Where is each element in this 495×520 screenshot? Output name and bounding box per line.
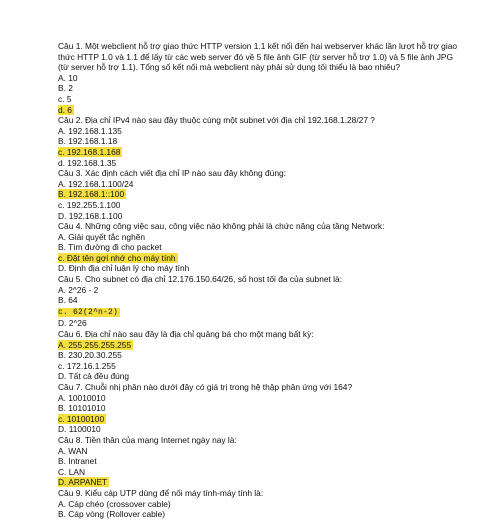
- question-1-text: Câu 1. Một webclient hỗ trợ giao thức HTTP version 1.1 kết nối đến hai webserver khác lần lượt hỗ trợ giao thức HTTP 1.0 và 1.1 để lấy từ các web server đó về 5 file ảnh GIF (từ server hỗ trợ 1.0) và 5 file ảnh JPG (từ server hỗ trợ 1.1). Tổng số kết nối mà webclient này phải sử dụng tối thiểu là bao nhiêu?: [58, 41, 458, 73]
- q1-option-d-highlighted: d. 6: [58, 104, 72, 115]
- question-7-text: Câu 7. Chuỗi nhị phân nào dưới đây có giá trị trong hệ thập phân ứng với 164?: [58, 382, 353, 392]
- q5-option-a: A. 2^26 - 2: [58, 284, 99, 295]
- question-3-text: Câu 3. Xác định cách viết địa chỉ IP nào sau đây không đúng:: [58, 168, 286, 179]
- q8-option-c: C. LAN: [58, 466, 85, 477]
- q7-option-d: D. 1100010: [58, 424, 101, 435]
- question-8-text: Câu 8. Tiền thân của mạng Internet ngày nay là:: [58, 434, 237, 445]
- q2-option-c-highlighted: c. 192.168.1.168: [58, 146, 121, 157]
- q3-option-c: c. 192.255.1.100: [58, 199, 121, 210]
- q3-option-b-highlighted: B. 192.168.1::100: [58, 189, 125, 200]
- q2-option-a: A. 192.168.1.135: [58, 125, 122, 136]
- question-9-text: Câu 9. Kiểu cáp UTP dùng để nối máy tính-máy tính là:: [58, 487, 264, 498]
- q7-option-a: A. 10010010: [58, 392, 106, 403]
- q2-option-d: d. 192.168.1.35: [58, 157, 117, 168]
- q3-option-a: A. 192.168.1.100/24: [58, 178, 134, 189]
- q1-option-c: c. 5: [58, 93, 72, 104]
- q4-option-a: A. Giải quyết tắc nghẽn: [58, 231, 146, 242]
- q9-option-a: A. Cáp chéo (crossover cable): [58, 498, 171, 509]
- q4-option-d: D. Định địa chỉ luận lý cho máy tính: [58, 263, 190, 274]
- q6-option-b: B. 230.20.30.255: [58, 350, 122, 361]
- q9-option-b: B. Cáp vòng (Rollover cable): [58, 509, 166, 520]
- q6-option-d: D. Tất cả đều đúng: [58, 371, 130, 382]
- q8-option-b: B. Intranet: [58, 456, 97, 467]
- q7-option-b: B. 10101010: [58, 403, 106, 414]
- q5-option-c-highlighted: c. 62(2^n-2): [58, 307, 119, 317]
- question-6-text: Câu 6. Địa chỉ nào sau đây là địa chỉ quảng bá cho một mạng bất kỳ:: [58, 329, 314, 340]
- q8-option-a: A. WAN: [58, 445, 88, 456]
- q5-option-b: B. 64: [58, 295, 78, 306]
- q4-option-b: B. Tìm đường đi cho packet: [58, 242, 162, 253]
- q2-option-b: B. 192.168.1.18: [58, 136, 118, 147]
- question-5-text: Câu 5. Cho subnet có địa chỉ 12.176.150.64/26, số host tối đa của subnet là:: [58, 274, 343, 285]
- q1-option-b: B. 2: [58, 83, 73, 94]
- q6-option-c: c. 172.16.1.255: [58, 360, 116, 371]
- q5-option-d: D. 2^26: [58, 318, 87, 329]
- q4-option-c-highlighted: c. Đặt tên gợi nhớ cho máy tính: [58, 252, 176, 263]
- q6-option-a-highlighted: A. 255.255.255.255: [58, 339, 132, 350]
- q8-option-d-highlighted: D. ARPANET: [58, 477, 108, 488]
- q3-option-d: D. 192.168.1.100: [58, 210, 123, 221]
- question-2-text: Câu 2. Địa chỉ IPv4 nào sau đây thuộc cùng một subnet với địa chỉ 192.168.1.28/27 ?: [58, 115, 375, 126]
- q7-option-c-highlighted: c. 10100100: [58, 413, 105, 424]
- q1-option-a: A. 10: [58, 72, 78, 83]
- question-4-text: Câu 4. Những công việc sau, công việc nào không phải là chức năng của tầng Network:: [58, 221, 385, 232]
